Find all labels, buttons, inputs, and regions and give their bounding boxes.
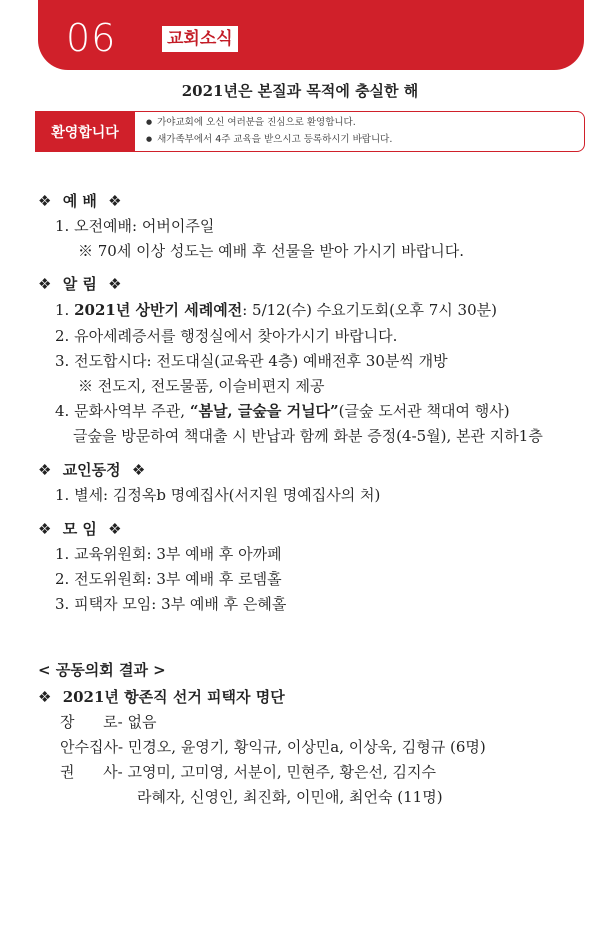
- diamond-bullet-icon: ❖: [38, 275, 52, 293]
- baptism-event: 2021년 상반기 세례예전: [74, 301, 243, 319]
- welcome-item: ● 가야교회에 오신 여러분을 진심으로 환영합니다.: [146, 114, 392, 131]
- role-label: 권 사-: [60, 763, 123, 781]
- worship-item: 1. 오전예배: 어버이주일: [55, 217, 215, 235]
- news-item-3: 3. 전도합시다: 전도대실(교육관 4층) 예배전후 30분씩 개방: [55, 352, 448, 370]
- news-item-3-note: ※ 전도지, 전도물품, 이슬비편지 제공: [78, 377, 325, 395]
- diamond-bullet-icon: ❖: [38, 461, 52, 479]
- welcome-box: [35, 111, 585, 152]
- diamond-bullet-icon: ❖: [38, 688, 52, 706]
- role-names: 고영미, 고미영, 서분이, 민현주, 황은선, 김지수: [127, 763, 436, 781]
- news-item-1-number: 1.: [55, 301, 75, 319]
- news-heading: [38, 274, 122, 294]
- meeting-item: 3. 피택자 모임: 3부 예배 후 은혜홀: [55, 595, 287, 613]
- meeting-item: 1. 교육위원회: 3부 예배 후 아까페: [55, 545, 282, 563]
- council-row: [60, 762, 436, 782]
- role-label: 안수집사-: [60, 738, 124, 756]
- worship-note: ※ 70세 이상 성도는 예배 후 선물을 받아 가시기 바랍니다.: [78, 242, 465, 260]
- council-subtitle: 2021년 항존직 선거 피택자 명단: [62, 688, 285, 706]
- baptism-detail: : 5/12(수) 수요기도회(오후 7시 30분): [242, 301, 497, 319]
- news-title: 알 림: [62, 275, 97, 293]
- news-item-2: 2. 유아세례증서를 행정실에서 찾아가시기 바랍니다.: [55, 327, 398, 345]
- members-item: 1. 별세: 김정옥b 명예집사(서지원 명예집사의 처): [55, 486, 381, 504]
- diamond-bullet-icon: ❖: [38, 520, 52, 538]
- council-subtitle-line: [38, 687, 285, 707]
- news-item-4-post: (글숲 도서관 책대여 행사): [338, 402, 510, 420]
- welcome-label: 환영합니다: [35, 111, 135, 152]
- meetings-heading: [38, 519, 122, 539]
- news-item-4-cont: 글숲을 방문하여 책대출 시 반납과 함께 화분 증정(4-5월), 본관 지하1층: [73, 427, 543, 445]
- diamond-bullet-icon: ❖: [131, 461, 146, 479]
- worship-title: 예 배: [62, 192, 97, 210]
- section-number: 06: [66, 16, 117, 60]
- role-names: 없음: [127, 713, 157, 731]
- worship-heading: [38, 191, 122, 211]
- section-header: [38, 0, 584, 70]
- council-row: [60, 712, 156, 732]
- role-names: 민경오, 윤영기, 황익규, 이상민a, 이상욱, 김형규 (6명): [127, 738, 486, 756]
- news-item-1: [55, 300, 497, 320]
- section-title: 교회소식: [162, 26, 238, 52]
- meetings-title: 모 임: [62, 520, 97, 538]
- council-row: [60, 737, 486, 757]
- diamond-bullet-icon: ❖: [38, 192, 52, 210]
- council-heading: < 공동의회 결과 >: [38, 661, 166, 679]
- yearly-theme: 2021년은 본질과 목적에 충실한 해: [181, 82, 419, 100]
- meeting-item: 2. 전도위원회: 3부 예배 후 로뎀홀: [55, 570, 282, 588]
- news-item-4: [55, 401, 510, 421]
- members-heading: [38, 460, 145, 480]
- event-name: “봄날, 글숲을 거닐다”: [189, 402, 339, 420]
- diamond-bullet-icon: ❖: [108, 192, 122, 210]
- news-item-4-pre: 4. 문화사역부 주관,: [55, 402, 190, 420]
- welcome-list: [146, 114, 392, 148]
- role-label: 장 로-: [60, 713, 123, 731]
- diamond-bullet-icon: ❖: [108, 275, 122, 293]
- diamond-bullet-icon: ❖: [108, 520, 122, 538]
- welcome-item: ● 새가족부에서 4주 교육을 받으시고 등록하시기 바랍니다.: [146, 131, 392, 148]
- council-row-cont: 라혜자, 신영인, 최진화, 이민애, 최언숙 (11명): [137, 788, 443, 806]
- members-title: 교인동정: [62, 461, 121, 479]
